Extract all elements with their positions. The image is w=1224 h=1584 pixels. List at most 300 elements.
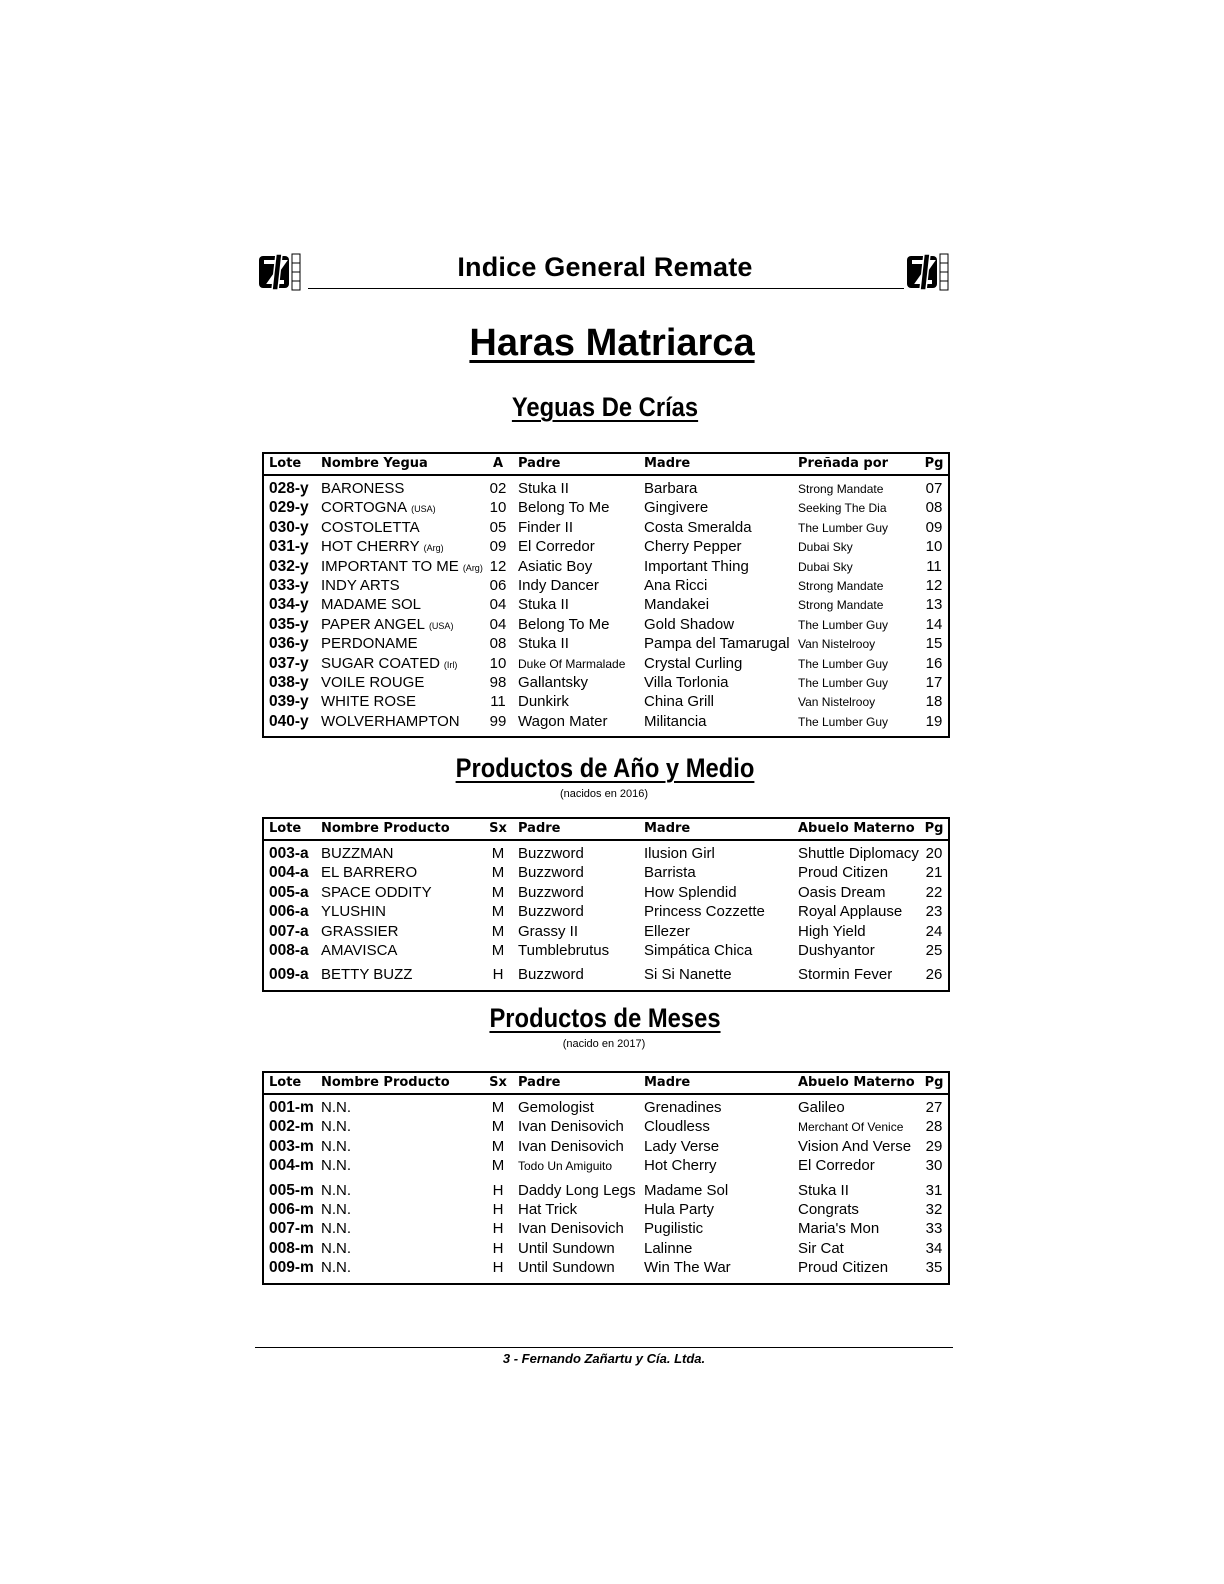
cell-name-text: BETTY BUZZ xyxy=(321,966,413,984)
cell-padre: Buzzword xyxy=(518,966,584,984)
cell-name xyxy=(321,1099,351,1116)
cell-padre: Buzzword xyxy=(518,845,584,862)
cell-pg: 22 xyxy=(925,883,943,901)
column-header-lote: Lote xyxy=(269,1075,302,1090)
footer-rule xyxy=(255,1347,953,1348)
column-header-a: Sx xyxy=(489,821,507,836)
cell-lote: 004-a xyxy=(269,864,309,882)
header-title: Indice General Remate xyxy=(457,252,753,282)
cell-name-text: PERDONAME xyxy=(321,635,418,653)
cell-madre: How Splendid xyxy=(644,883,737,901)
cell-name-text: PAPER ANGEL xyxy=(321,615,425,633)
cell-name-text: N.N. xyxy=(321,1259,351,1277)
table-row xyxy=(264,1200,948,1219)
column-header-madre: Madre xyxy=(644,456,691,471)
cell-name-text: MADAME SOL xyxy=(321,596,422,614)
cell-madre: Lalinne xyxy=(644,1239,693,1257)
cell-name xyxy=(321,923,399,940)
cell-lote: 007-a xyxy=(269,922,309,940)
cell-a: M xyxy=(491,1137,505,1155)
cell-lote: 009-m xyxy=(269,1259,314,1277)
table-row xyxy=(264,902,948,921)
cell-pg: 21 xyxy=(925,864,943,882)
cell-a: M xyxy=(491,845,505,862)
cell-name-text: SPACE ODDITY xyxy=(321,883,432,901)
cell-pg: 24 xyxy=(925,922,943,940)
cell-name-text: N.N. xyxy=(321,1137,351,1155)
cell-madre: Simpática Chica xyxy=(644,941,753,959)
column-header-name: Nombre Yegua xyxy=(321,456,428,471)
cell-a: 11 xyxy=(490,693,506,711)
cell-padre: Wagon Mater xyxy=(518,712,608,730)
cell-pg: 25 xyxy=(925,941,943,959)
cell-name xyxy=(321,538,444,555)
table-row xyxy=(264,1156,948,1175)
cell-pg: 27 xyxy=(925,1099,943,1116)
column-header-pg: Pg xyxy=(924,456,944,471)
column-header-name: Nombre Producto xyxy=(321,821,450,836)
cell-name xyxy=(321,884,432,901)
column-header-a: Sx xyxy=(489,1075,507,1090)
column-header-padre: Padre xyxy=(518,456,561,471)
cell-name-text: SUGAR COATED xyxy=(321,654,440,672)
cell-madre: Ilusion Girl xyxy=(644,845,715,862)
table-row xyxy=(264,1137,948,1156)
cell-a: 08 xyxy=(489,635,507,653)
cell-name xyxy=(321,693,416,710)
cell-madre: Villa Torlonia xyxy=(644,673,729,691)
cell-pg: 20 xyxy=(925,845,943,862)
table-row xyxy=(264,922,948,941)
cell-a: 10 xyxy=(489,654,507,672)
cell-lote: 029-y xyxy=(269,499,309,517)
anio-medio-table xyxy=(262,817,950,992)
cell-padre: Gallantsky xyxy=(518,673,589,691)
cell-name xyxy=(321,1182,351,1199)
table-row xyxy=(264,941,948,960)
section-title-anio-medio: Productos de Año y Medio xyxy=(455,753,755,783)
cell-pg: 29 xyxy=(925,1137,943,1155)
cell-padre: Buzzword xyxy=(518,883,584,901)
column-header-madre: Madre xyxy=(644,821,691,836)
cell-lote: 036-y xyxy=(269,635,309,653)
cell-name-text: N.N. xyxy=(321,1220,351,1238)
cell-name-text: N.N. xyxy=(321,1157,351,1175)
cell-extra: Proud Citizen xyxy=(798,1259,889,1277)
cell-a: 12 xyxy=(489,557,507,575)
cell-name-text: N.N. xyxy=(321,1181,351,1199)
cell-extra: Shuttle Diplomacy xyxy=(798,845,919,862)
cell-madre: Barrista xyxy=(644,864,696,882)
column-header-name: Nombre Producto xyxy=(321,1075,450,1090)
cell-padre: Buzzword xyxy=(518,864,584,882)
cell-name xyxy=(321,966,412,983)
cell-pg: 12 xyxy=(925,576,943,594)
cell-name xyxy=(321,655,457,672)
table-row xyxy=(264,965,948,984)
cell-extra: Proud Citizen xyxy=(798,864,889,882)
cell-origin: (USA) xyxy=(411,504,436,515)
cell-lote: 040-y xyxy=(269,712,309,730)
cell-name xyxy=(321,1220,351,1237)
cell-extra: Strong Mandate xyxy=(798,578,884,593)
cell-name-text: AMAVISCA xyxy=(321,941,398,959)
cell-name-text: COSTOLETTA xyxy=(321,518,420,536)
cell-name xyxy=(321,616,453,633)
cell-name xyxy=(321,864,417,881)
cell-padre: Gemologist xyxy=(518,1099,594,1116)
cell-extra: The Lumber Guy xyxy=(798,714,889,729)
cell-extra: The Lumber Guy xyxy=(798,656,889,671)
cell-padre: Ivan Denisovich xyxy=(518,1118,624,1136)
cell-pg: 26 xyxy=(925,966,943,984)
cell-padre: Todo Un Amiguito xyxy=(518,1159,613,1174)
cell-lote: 006-m xyxy=(269,1200,314,1218)
cell-name-text: CORTOGNA xyxy=(321,499,408,517)
cell-name xyxy=(321,1259,351,1276)
cell-pg: 33 xyxy=(925,1220,943,1238)
cell-padre: Grassy II xyxy=(518,922,579,940)
cell-name-text: BARONESS xyxy=(321,480,405,497)
cell-padre: Belong To Me xyxy=(518,499,610,517)
cell-madre: Cloudless xyxy=(644,1118,710,1136)
header-rule xyxy=(308,288,904,289)
cell-a: 98 xyxy=(489,673,507,691)
cell-name xyxy=(321,1201,351,1218)
cell-name xyxy=(321,635,418,652)
cell-name-text: GRASSIER xyxy=(321,922,399,940)
cell-padre: Until Sundown xyxy=(518,1259,615,1277)
column-header-a: A xyxy=(492,456,504,471)
table-row xyxy=(264,863,948,882)
cell-madre: Ana Ricci xyxy=(644,576,708,594)
column-header-lote: Lote xyxy=(269,456,302,471)
cell-lote: 005-m xyxy=(269,1181,314,1199)
cell-pg: 09 xyxy=(925,518,943,536)
cell-extra: High Yield xyxy=(798,922,866,940)
table-row xyxy=(264,1117,948,1136)
cell-a: 04 xyxy=(489,596,507,614)
cell-a: M xyxy=(491,903,505,921)
cell-madre: Si Si Nanette xyxy=(644,966,732,984)
table-row xyxy=(264,1181,948,1200)
cell-lote: 008-m xyxy=(269,1239,314,1257)
table-row xyxy=(264,479,948,498)
cell-madre: Ellezer xyxy=(644,922,690,940)
yeguas-table xyxy=(262,452,950,738)
cell-pg: 07 xyxy=(925,480,943,497)
cell-lote: 008-a xyxy=(269,941,309,959)
cell-a: 02 xyxy=(489,480,507,497)
table-row xyxy=(264,1258,948,1277)
cell-lote: 032-y xyxy=(269,557,309,575)
section-subtitle-meses: (nacido en 2017) xyxy=(562,1038,646,1050)
cell-name-text: EL BARRERO xyxy=(321,864,418,882)
cell-pg: 15 xyxy=(925,635,943,653)
cell-pg: 19 xyxy=(925,712,943,730)
cell-padre: Buzzword xyxy=(518,903,584,921)
cell-madre: Crystal Curling xyxy=(644,654,743,672)
cell-lote: 003-a xyxy=(269,845,309,862)
cell-pg: 10 xyxy=(925,538,943,556)
cell-padre: Finder II xyxy=(518,518,574,536)
cell-madre: Lady Verse xyxy=(644,1137,720,1155)
table-row xyxy=(264,654,948,673)
cell-pg: 34 xyxy=(925,1239,943,1257)
cell-padre: Stuka II xyxy=(518,635,569,653)
cell-name xyxy=(321,1157,351,1174)
cell-madre: Militancia xyxy=(644,712,707,730)
table-row xyxy=(264,537,948,556)
cell-madre: Pugilistic xyxy=(644,1220,704,1238)
table-body xyxy=(264,841,948,990)
cell-lote: 035-y xyxy=(269,615,309,633)
cell-padre: El Corredor xyxy=(518,538,595,556)
cell-name-text: VOILE ROUGE xyxy=(321,673,425,691)
cell-origin: (Arg) xyxy=(462,562,483,573)
cell-a: H xyxy=(492,1259,504,1277)
cell-name xyxy=(321,674,424,691)
cell-lote: 038-y xyxy=(269,673,309,691)
cell-padre: Hat Trick xyxy=(518,1200,578,1218)
column-header-padre: Padre xyxy=(518,821,561,836)
cell-pg: 31 xyxy=(925,1181,943,1199)
cell-name-text: IMPORTANT TO ME xyxy=(321,557,459,575)
cell-name xyxy=(321,1138,351,1155)
column-header-lote: Lote xyxy=(269,821,302,836)
cell-lote: 005-a xyxy=(269,883,309,901)
cell-name-text: WHITE ROSE xyxy=(321,693,417,711)
cell-lote: 039-y xyxy=(269,693,309,711)
column-header-extra: Abuelo Materno xyxy=(798,1075,915,1090)
cell-madre: Madame Sol xyxy=(644,1181,729,1199)
cell-extra: The Lumber Guy xyxy=(798,617,889,632)
table-row xyxy=(264,615,948,634)
cell-madre: Costa Smeralda xyxy=(644,518,752,536)
cell-name xyxy=(321,499,436,516)
cell-pg: 28 xyxy=(925,1118,943,1136)
cell-padre: Asiatic Boy xyxy=(518,557,593,575)
cell-name xyxy=(321,596,421,613)
table-row xyxy=(264,498,948,517)
meses-table xyxy=(262,1071,950,1285)
cell-a: 10 xyxy=(489,499,507,517)
section-title-yeguas: Yeguas De Crías xyxy=(511,392,699,422)
cell-a: M xyxy=(491,1157,505,1175)
cell-padre: Ivan Denisovich xyxy=(518,1220,624,1238)
cell-padre: Dunkirk xyxy=(518,693,569,711)
cell-a: H xyxy=(492,1181,504,1199)
cell-extra: Merchant Of Venice xyxy=(798,1120,904,1135)
cell-madre: Princess Cozzette xyxy=(644,903,765,921)
cell-name xyxy=(321,845,394,862)
cell-lote: 006-a xyxy=(269,903,309,921)
cell-a: M xyxy=(491,883,505,901)
cell-a: M xyxy=(491,864,505,882)
table-body xyxy=(264,476,948,736)
table-header xyxy=(264,1073,948,1095)
cell-a: H xyxy=(492,1239,504,1257)
table-row xyxy=(264,712,948,731)
cell-a: 99 xyxy=(489,712,507,730)
cell-origin: (Arg) xyxy=(423,543,444,554)
cell-pg: 08 xyxy=(925,499,943,517)
cell-a: M xyxy=(491,922,505,940)
cell-a: M xyxy=(491,1099,505,1116)
cell-origin: (Irl) xyxy=(443,659,458,670)
cell-padre: Stuka II xyxy=(518,480,569,497)
fz-logo-icon xyxy=(258,250,304,294)
cell-lote: 030-y xyxy=(269,518,309,536)
cell-name-text: YLUSHIN xyxy=(321,903,387,921)
cell-name xyxy=(321,1240,351,1257)
cell-name-text: INDY ARTS xyxy=(321,576,400,594)
cell-name-text: HOT CHERRY xyxy=(321,538,420,556)
cell-name-text: N.N. xyxy=(321,1239,351,1257)
cell-name-text: N.N. xyxy=(321,1200,351,1218)
cell-name xyxy=(321,480,404,497)
cell-name-text: N.N. xyxy=(321,1118,351,1136)
cell-a: H xyxy=(492,1220,504,1238)
cell-lote: 028-y xyxy=(269,480,309,497)
table-row xyxy=(264,518,948,537)
page-header xyxy=(258,248,958,296)
cell-madre: Mandakei xyxy=(644,596,710,614)
cell-pg: 18 xyxy=(925,693,943,711)
cell-padre: Ivan Denisovich xyxy=(518,1137,624,1155)
cell-pg: 30 xyxy=(925,1157,943,1175)
cell-madre: Barbara xyxy=(644,480,698,497)
cell-lote: 031-y xyxy=(269,538,309,556)
cell-extra: Sir Cat xyxy=(798,1239,844,1257)
cell-name-text: BUZZMAN xyxy=(321,845,394,862)
cell-padre: Until Sundown xyxy=(518,1239,615,1257)
cell-padre: Indy Dancer xyxy=(518,576,599,594)
cell-padre: Daddy Long Legs xyxy=(518,1181,636,1199)
cell-madre: Grenadines xyxy=(644,1099,722,1116)
cell-a: 06 xyxy=(489,576,507,594)
cell-name xyxy=(321,1118,351,1135)
cell-name-text: N.N. xyxy=(321,1099,351,1116)
cell-lote: 001-m xyxy=(269,1099,314,1116)
cell-madre: Hot Cherry xyxy=(644,1157,717,1175)
table-row xyxy=(264,576,948,595)
cell-extra: Dubai Sky xyxy=(798,540,853,555)
cell-extra: Dushyantor xyxy=(798,941,875,959)
cell-pg: 17 xyxy=(925,673,943,691)
cell-extra: Van Nistelrooy xyxy=(798,695,876,710)
cell-a: H xyxy=(492,1200,504,1218)
column-header-extra: Preñada por xyxy=(798,456,889,471)
column-header-extra: Abuelo Materno xyxy=(798,821,915,836)
cell-a: 04 xyxy=(489,615,507,633)
table-row xyxy=(264,557,948,576)
cell-a: H xyxy=(492,966,504,984)
cell-extra: Vision And Verse xyxy=(798,1137,912,1155)
cell-pg: 23 xyxy=(925,903,943,921)
cell-a: 05 xyxy=(489,518,507,536)
cell-padre: Tumblebrutus xyxy=(518,941,610,959)
cell-extra: El Corredor xyxy=(798,1157,875,1175)
table-row xyxy=(264,634,948,653)
column-header-padre: Padre xyxy=(518,1075,561,1090)
cell-a: M xyxy=(491,941,505,959)
cell-name xyxy=(321,942,397,959)
cell-name-text: WOLVERHAMPTON xyxy=(321,712,460,730)
fz-logo-icon xyxy=(906,250,952,294)
section-subtitle-anio-medio: (nacidos en 2016) xyxy=(559,788,649,800)
cell-name xyxy=(321,519,420,536)
cell-extra: Stormin Fever xyxy=(798,966,893,984)
column-header-pg: Pg xyxy=(924,821,944,836)
cell-extra: Strong Mandate xyxy=(798,598,884,613)
cell-madre: Cherry Pepper xyxy=(644,538,742,556)
column-header-madre: Madre xyxy=(644,1075,691,1090)
table-header xyxy=(264,454,948,476)
table-row xyxy=(264,673,948,692)
cell-name xyxy=(321,903,386,920)
cell-pg: 14 xyxy=(925,615,943,633)
table-row xyxy=(264,883,948,902)
cell-name xyxy=(321,713,460,730)
cell-name xyxy=(321,558,483,575)
cell-extra: Van Nistelrooy xyxy=(798,637,876,652)
cell-extra: The Lumber Guy xyxy=(798,675,889,690)
cell-pg: 35 xyxy=(925,1259,943,1277)
cell-extra: Dubai Sky xyxy=(798,559,853,574)
cell-lote: 002-m xyxy=(269,1118,314,1136)
cell-extra: The Lumber Guy xyxy=(798,520,889,535)
cell-lote: 034-y xyxy=(269,596,309,614)
cell-padre: Belong To Me xyxy=(518,615,610,633)
cell-name xyxy=(321,577,400,594)
cell-lote: 004-m xyxy=(269,1157,314,1175)
cell-pg: 32 xyxy=(925,1200,943,1218)
cell-madre: Gingivere xyxy=(644,499,709,517)
cell-extra: Maria's Mon xyxy=(798,1220,880,1238)
cell-extra: Galileo xyxy=(798,1099,845,1116)
cell-a: 09 xyxy=(489,538,507,556)
table-row xyxy=(264,595,948,614)
cell-madre: Gold Shadow xyxy=(644,615,735,633)
cell-extra: Oasis Dream xyxy=(798,883,886,901)
cell-madre: Win The War xyxy=(644,1259,731,1277)
footer-text: 3 - Fernando Zañartu y Cía. Ltda. xyxy=(502,1351,706,1366)
cell-madre: China Grill xyxy=(644,693,715,711)
column-header-pg: Pg xyxy=(924,1075,944,1090)
table-body xyxy=(264,1095,948,1283)
cell-extra: Stuka II xyxy=(798,1181,849,1199)
cell-lote: 003-m xyxy=(269,1137,314,1155)
cell-pg: 16 xyxy=(925,654,943,672)
table-row xyxy=(264,1239,948,1258)
cell-extra: Strong Mandate xyxy=(798,482,884,496)
cell-lote: 033-y xyxy=(269,576,309,594)
cell-lote: 007-m xyxy=(269,1220,314,1238)
table-header xyxy=(264,819,948,841)
cell-padre: Duke Of Marmalade xyxy=(518,656,626,671)
table-row xyxy=(264,1219,948,1238)
table-row xyxy=(264,692,948,711)
cell-padre: Stuka II xyxy=(518,596,569,614)
section-title-meses: Productos de Meses xyxy=(489,1003,721,1033)
cell-pg: 11 xyxy=(926,557,942,575)
cell-origin: (USA) xyxy=(428,620,454,631)
table-row xyxy=(264,844,948,863)
cell-madre: Pampa del Tamarugal xyxy=(644,635,790,653)
table-row xyxy=(264,1098,948,1117)
cell-lote: 037-y xyxy=(269,654,309,672)
